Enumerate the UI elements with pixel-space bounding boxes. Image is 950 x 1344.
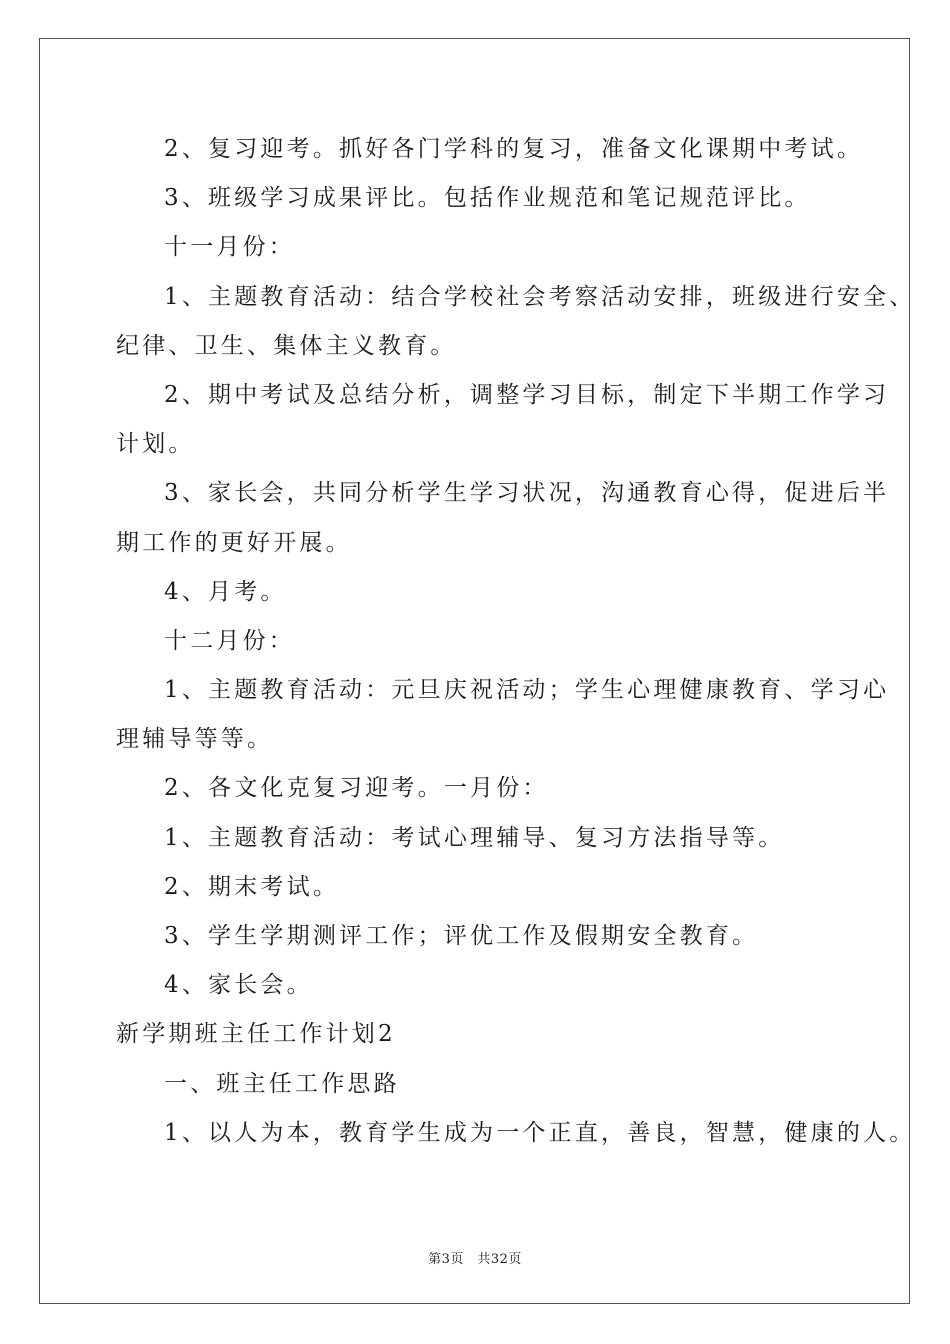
page-number-footer: 第3页 共32页 — [428, 1252, 522, 1267]
body-line: 2、各文化克复习迎考。一月份： — [164, 775, 549, 802]
body-line: 理辅导等等。 — [116, 726, 274, 753]
body-line: 1、以人为本，教育学生成为一个正直，善良，智慧，健康的人。 — [164, 1119, 916, 1146]
document-body — [116, 130, 916, 1163]
body-line: 2、期末考试。 — [164, 873, 340, 900]
body-line: 1、主题教育活动：元旦庆祝活动；学生心理健康教育、学习心 — [164, 677, 890, 704]
body-line: 1、主题教育活动：考试心理辅导、复习方法指导等。 — [164, 824, 785, 851]
body-line: 4、月考。 — [164, 578, 287, 605]
body-line: 计划。 — [116, 431, 195, 458]
body-line: 3、班级学习成果评比。包括作业规范和笔记规范评比。 — [164, 185, 811, 212]
body-line: 1、主题教育活动：结合学校社会考察活动安排，班级进行安全、 — [164, 283, 916, 310]
body-line: 纪律、卫生、集体主义教育。 — [116, 332, 457, 359]
body-line: 2、期中考试及总结分析，调整学习目标，制定下半期工作学习 — [164, 381, 890, 408]
body-line: 期工作的更好开展。 — [116, 529, 352, 556]
body-line: 4、家长会。 — [164, 972, 313, 999]
body-line: 3、家长会，共同分析学生学习状况，沟通教育心得，促进后半 — [164, 480, 890, 507]
body-line: 3、学生学期测评工作；评优工作及假期安全教育。 — [164, 923, 759, 949]
section-heading-november: 十一月份： — [164, 234, 295, 261]
section-heading-december: 十二月份： — [164, 627, 295, 654]
document-title: 新学期班主任工作计划2 — [116, 1021, 396, 1048]
section-heading: 一、班主任工作思路 — [164, 1070, 400, 1097]
body-line: 2、复习迎考。抓好各门学科的复习，准备文化课期中考试。 — [164, 136, 864, 162]
